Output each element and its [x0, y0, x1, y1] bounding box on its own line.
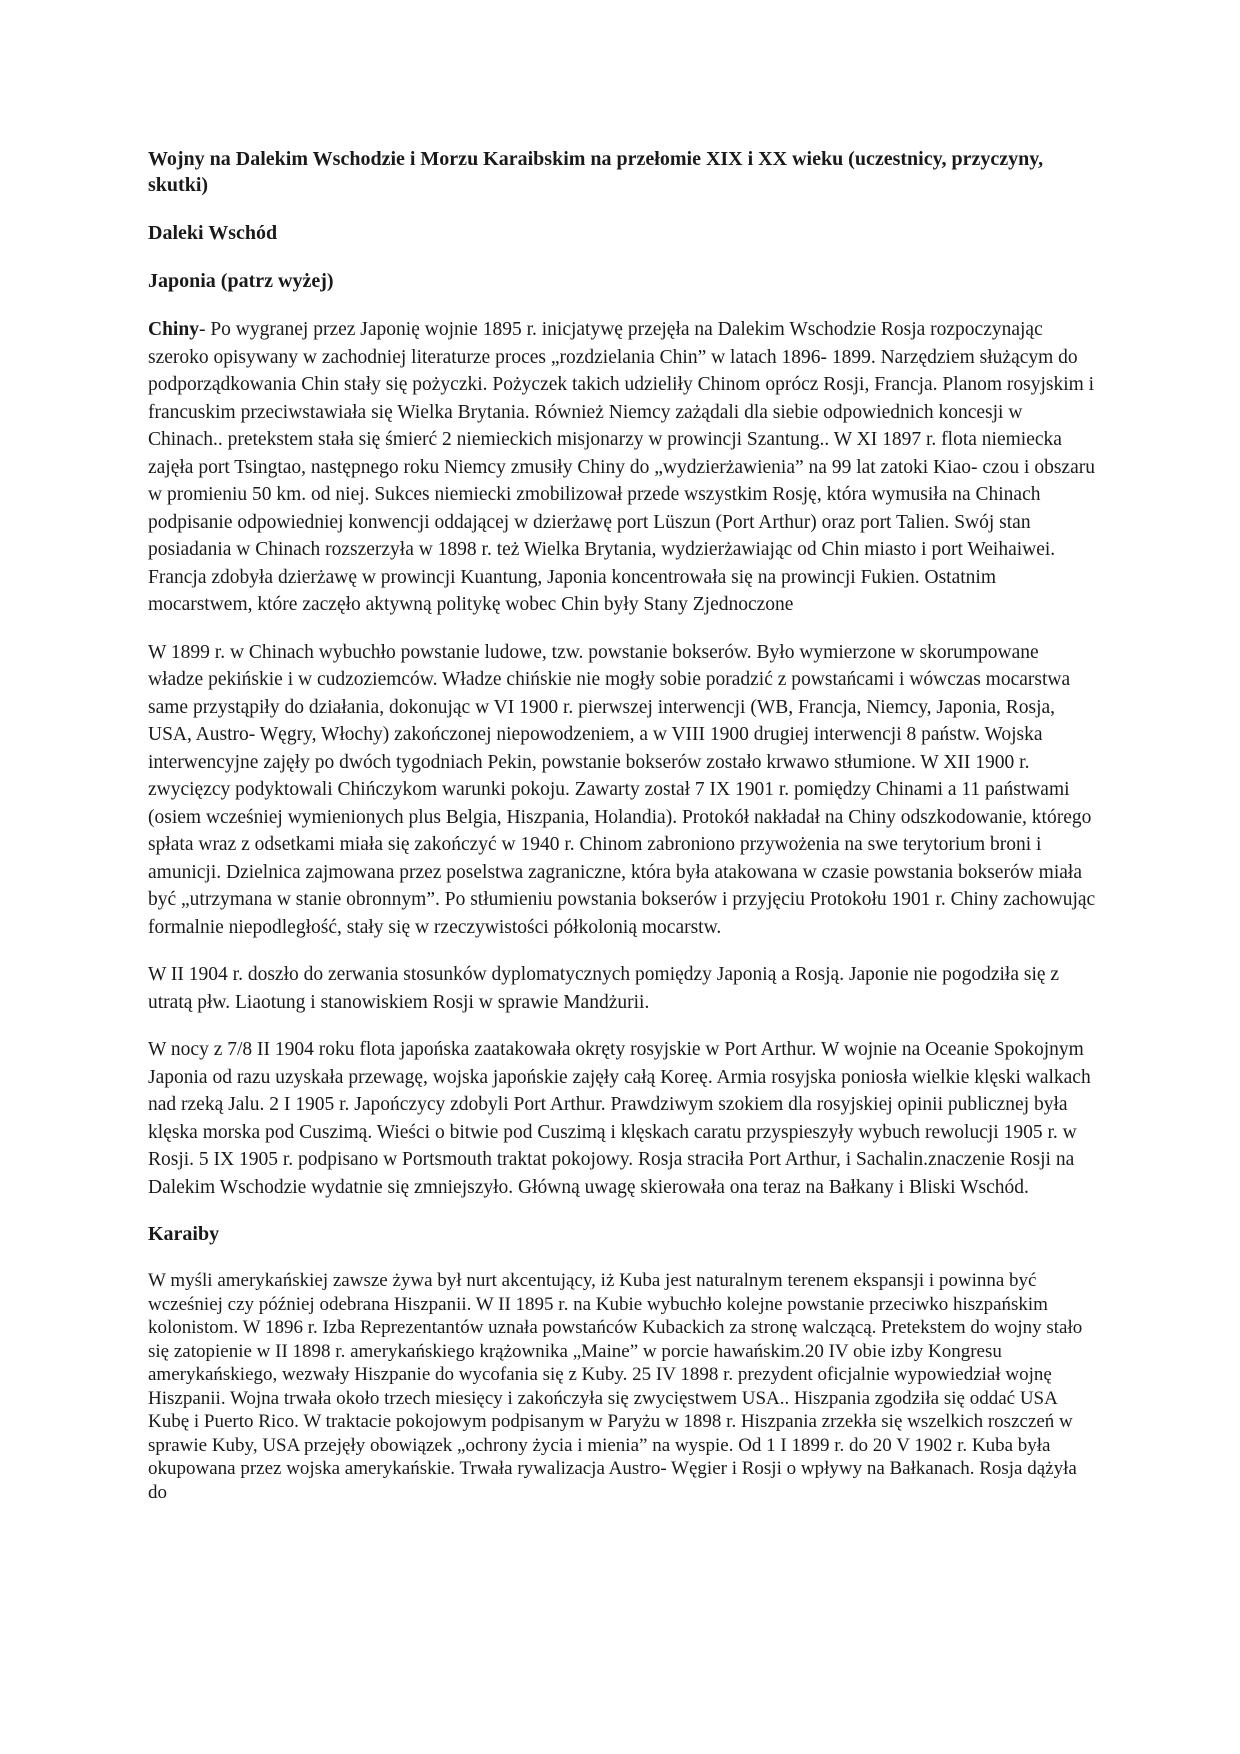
section-heading-japan: Japonia (patrz wyżej) — [148, 270, 334, 292]
paragraph-boxer-rebellion: W 1899 r. w Chinach wybuchło powstanie ludowe, tzw. powstanie bokserów. Było wymierzone w skorumpowane władze pekińskie i w cudzoziemców. Władze chińskie nie mogły sobie poradzić z powstańcami i wówczas mocarstwa same przystąpiły do działania, dokonując w VI 1900 r. pierwszej interwencji (WB, Francja, Niemcy, Japonia, Rosja, USA, Austro- Węgry, Włochy) zakończonej niepowodzeniem, a w VIII 1900 drugiej interwencji 8 państw. Wojska interwencyjne zajęły po dwóch tygodniach Pekin, powstanie bokserów zostało krwawo stłumione. W XII 1900 r. zwycięzcy podyktowali Chińczykom warunki pokoju. Zawarty został 7 IX 1901 r. pomiędzy Chinami a 11 państwami (osiem wcześniej wymienionych plus Belgia, Hiszpania, Holandia). Protokół nakładał na Chiny odszkodowanie, którego spłata wraz z odsetkami miała się zakończyć w 1940 r. Chinom zabroniono przywożenia na swe terytorium broni i amunicji. Dzielnica zajmowana przez poselstwa zagraniczne, która była atakowana w czasie powstania bokserów miała być „utrzymana w stanie obronnym”. Po stłumieniu powstania bokserów i przyjęciu Protokołu 1901 r. Chiny zachowując formalnie niepodległość, stały się w rzeczywistości półkolonią mocarstw. — [148, 641, 1096, 938]
paragraph-diplomatic-rupture: W II 1904 r. doszło do zerwania stosunków dyplomatycznych pomiędzy Japonią a Rosją. Japonie nie pogodziła się z utratą płw. Liaotung i stanowiskiem Rosji w sprawie Mandżurii. — [148, 964, 1060, 1013]
paragraph-china — [148, 316, 1096, 619]
china-lead-term: Chiny — [148, 319, 199, 340]
document-title: Wojny na Dalekim Wschodzie i Morzu Karaibskim na przełomie XIX i XX wieku (uczestnicy, przyczyny, skutki) — [148, 148, 1044, 196]
section-heading-caribbean: Karaiby — [148, 1223, 220, 1245]
paragraph-russo-japanese-war: W nocy z 7/8 II 1904 roku flota japońska zaatakowała okręty rosyjskie w Port Arthur. W wojnie na Oceanie Spokojnym Japonia od razu uzyskała przewagę, wojska japońskie zajęły całą Koreę. Armia rosyjska poniosła wielkie klęski walkach nad rzeką Jalu. 2 I 1905 r. Japończycy zdobyli Port Arthur. Prawdziwym szokiem dla rosyjskiej opinii publicznej była klęska morska pod Cuszimą. Wieści o bitwie pod Cuszimą i klęskach caratu przyspieszyły wybuch rewolucji 1905 r. w Rosji. 5 IX 1905 r. podpisano w Portsmouth traktat pokojowy. Rosja straciła Port Arthur, i Sachalin.znaczenie Rosji na Dalekim Wschodzie wydatnie się zmniejszyło. Główną uwagę skierowała ona teraz na Bałkany i Bliski Wschód. — [148, 1039, 1091, 1198]
document-page — [148, 146, 1096, 1504]
china-paragraph-text: - Po wygranej przez Japonię wojnie 1895 r. inicjatywę przejęła na Dalekim Wschodzie Rosja rozpoczynając szeroko opisywany w zachodniej literaturze proces „rozdzielania Chin” w latach 1896- 1899. Narzędziem służącym do podporządkowania Chin stały się pożyczki. Pożyczek takich udzieliły Chinom oprócz Rosji, Francja. Planom rosyjskim i francuskim przeciwstawiała się Wielka Brytania. Również Niemcy zażądali dla siebie odpowiednich koncesji w Chinach.. pretekstem stała się śmierć 2 niemieckich misjonarzy w prowincji Szantung.. W XI 1897 r. flota niemiecka zajęła port Tsingtao, następnego roku Niemcy zmusiły Chiny do „wydzierżawienia” na 99 lat zatoki Kiao- czou i obszaru w promieniu 50 km. od niej. Sukces niemiecki zmobilizował przede wszystkim Rosję, która wymusiła na Chinach podpisanie odpowiedniej konwencji oddającej w dzierżawę port Lüszun (Port Arthur) oraz port Talien. Swój stan posiadania w Chinach rozszerzyła w 1898 r. też Wielka Brytania, wydzierżawiając od Chin miasto i port Weihaiwei. Francja zdobyła dzierżawę w prowincji Kuantung, Japonia koncentrowała się na prowincji Fukien. Ostatnim mocarstwem, które zaczęło aktywną politykę wobec Chin były Stany Zjednoczone — [148, 319, 1095, 615]
section-heading-far-east: Daleki Wschód — [148, 222, 278, 244]
paragraph-caribbean: W myśli amerykańskiej zawsze żywa był nurt akcentujący, iż Kuba jest naturalnym terenem ekspansji i powinna być wcześniej czy później odebrana Hiszpanii. W II 1895 r. na Kubie wybuchło kolejne powstanie przeciwko hiszpańskim kolonistom. W 1896 r. Izba Reprezentantów uznała powstańców Kubackich za stronę walczącą. Pretekstem do wojny stało się zatopienie w II 1898 r. amerykańskiego krążownika „Maine” w porcie hawańskim.20 IV obie izby Kongresu amerykańskiego, wezwały Hiszpanie do wycofania się z Kuby. 25 IV 1898 r. prezydent oficjalnie wypowiedział wojnę Hiszpanii. Wojna trwała około trzech miesięcy i zakończyła się zwycięstwem USA.. Hiszpania zgodziła się oddać USA Kubę i Puerto Rico. W traktacie pokojowym podpisanym w Paryżu w 1898 r. Hiszpania zrzekła się wszelkich roszczeń w sprawie Kuby, USA przejęły obowiązek „ochrony życia i mienia” na wyspie. Od 1 I 1899 r. do 20 V 1902 r. Kuba była okupowana przez wojska amerykańskie. Trwała rywalizacja Austro- Węgier i Rosji o wpływy na Bałkanach. Rosja dążyła do — [148, 1270, 1083, 1503]
